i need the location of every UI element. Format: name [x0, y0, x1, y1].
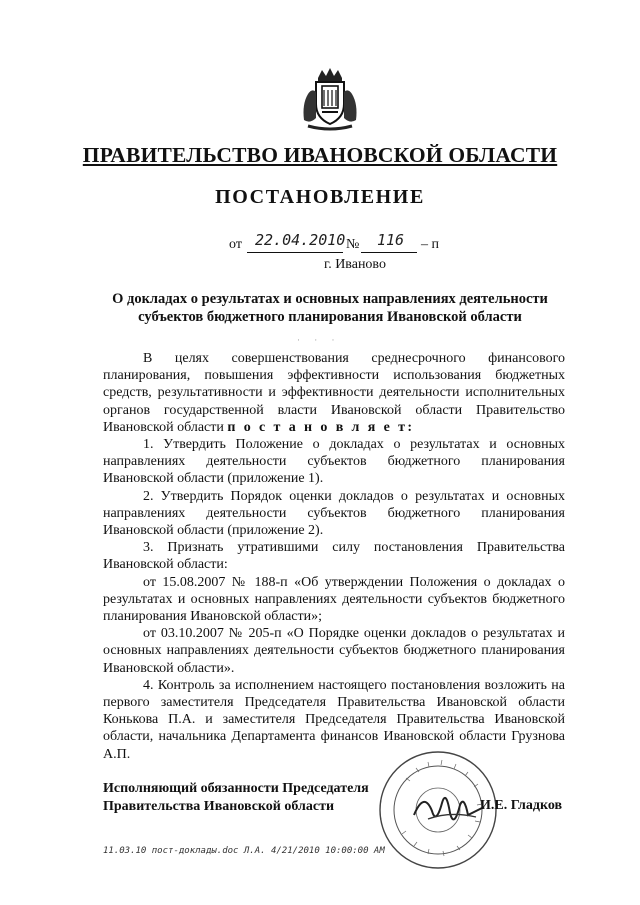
item-2: 2. Утвердить Порядок оценки докладов о результатах и основных направлениях деятельности субъектов бюджетного планирования Ивановской области (приложение 2).	[103, 488, 565, 539]
coat-of-arms-emblem	[298, 68, 362, 132]
number-label: №	[346, 237, 360, 252]
date-underline	[247, 252, 343, 253]
signatory-position-line-2: Правительства Ивановской области	[103, 799, 335, 814]
scan-specks: · · ·	[297, 335, 341, 345]
document-type-heading: ПОСТАНОВЛЕНИЕ	[215, 186, 425, 208]
item-4: 4. Контроль за исполнением настоящего постановления возложить на первого заместителя Председателя Правительства Ивановской области Конькова П.А. и заместителя Председателя Правительства Ивановской области, начальника Департамента финансов Ивановской области Грузнова А.П.	[103, 677, 565, 762]
preamble-text: В целях совершенствования среднесрочного финансового планирования, повышения эффективности использования бюджетных средств, результативности и эффективности деятельности исполнительных органов государственной власти Ивановской области Правительство Ивановской области	[103, 351, 565, 435]
item-3-sub-1: от 15.08.2007 № 188-п «Об утверждении Положения о докладах о результатах и основных направлениях деятельности субъектов бюджетного планирования Ивановской области»;	[103, 574, 565, 625]
number-suffix: – п	[421, 237, 439, 252]
number-underline	[361, 252, 417, 253]
city-line: г. Иваново	[324, 257, 386, 272]
signatory-position	[103, 780, 369, 816]
coat-of-arms-icon	[298, 68, 362, 132]
date-number-line	[229, 233, 459, 257]
handwritten-date: 22.04.2010	[255, 231, 346, 249]
subject-heading: О докладах о результатах и основных направлениях деятельности субъектов бюджетного планирования Ивановской области	[112, 291, 548, 325]
body-text	[103, 350, 565, 763]
item-3-sub-2: от 03.10.2007 № 205-п «О Порядке оценки докладов о результатах и основных направлениях деятельности субъектов бюджетного планирования Ивановской области».	[103, 626, 565, 676]
handwritten-number: 116	[377, 231, 405, 249]
decree-word: п о с т а н о в л я е т:	[227, 419, 415, 435]
item-3: 3. Признать утратившими силу постановления Правительства Ивановской области:	[103, 540, 565, 573]
from-label: от	[229, 237, 242, 252]
government-title: ПРАВИТЕЛЬСТВО ИВАНОВСКОЙ ОБЛАСТИ	[82, 143, 558, 167]
item-1: 1. Утвердить Положение о докладах о результатах и основных направлениях деятельности субъектов бюджетного планирования Ивановской области (приложение 1).	[103, 437, 565, 487]
preamble-paragraph	[103, 350, 565, 436]
file-footer: 11.03.10 пост-доклады.doc Л.А. 4/21/2010 10:00:00 AM	[103, 846, 385, 856]
signatory-name: И.Е. Гладков	[480, 798, 563, 813]
signatory-position-line-1: Исполняющий обязанности Председателя	[103, 781, 369, 796]
handwritten-signature	[410, 785, 490, 835]
signature-icon	[410, 785, 490, 835]
